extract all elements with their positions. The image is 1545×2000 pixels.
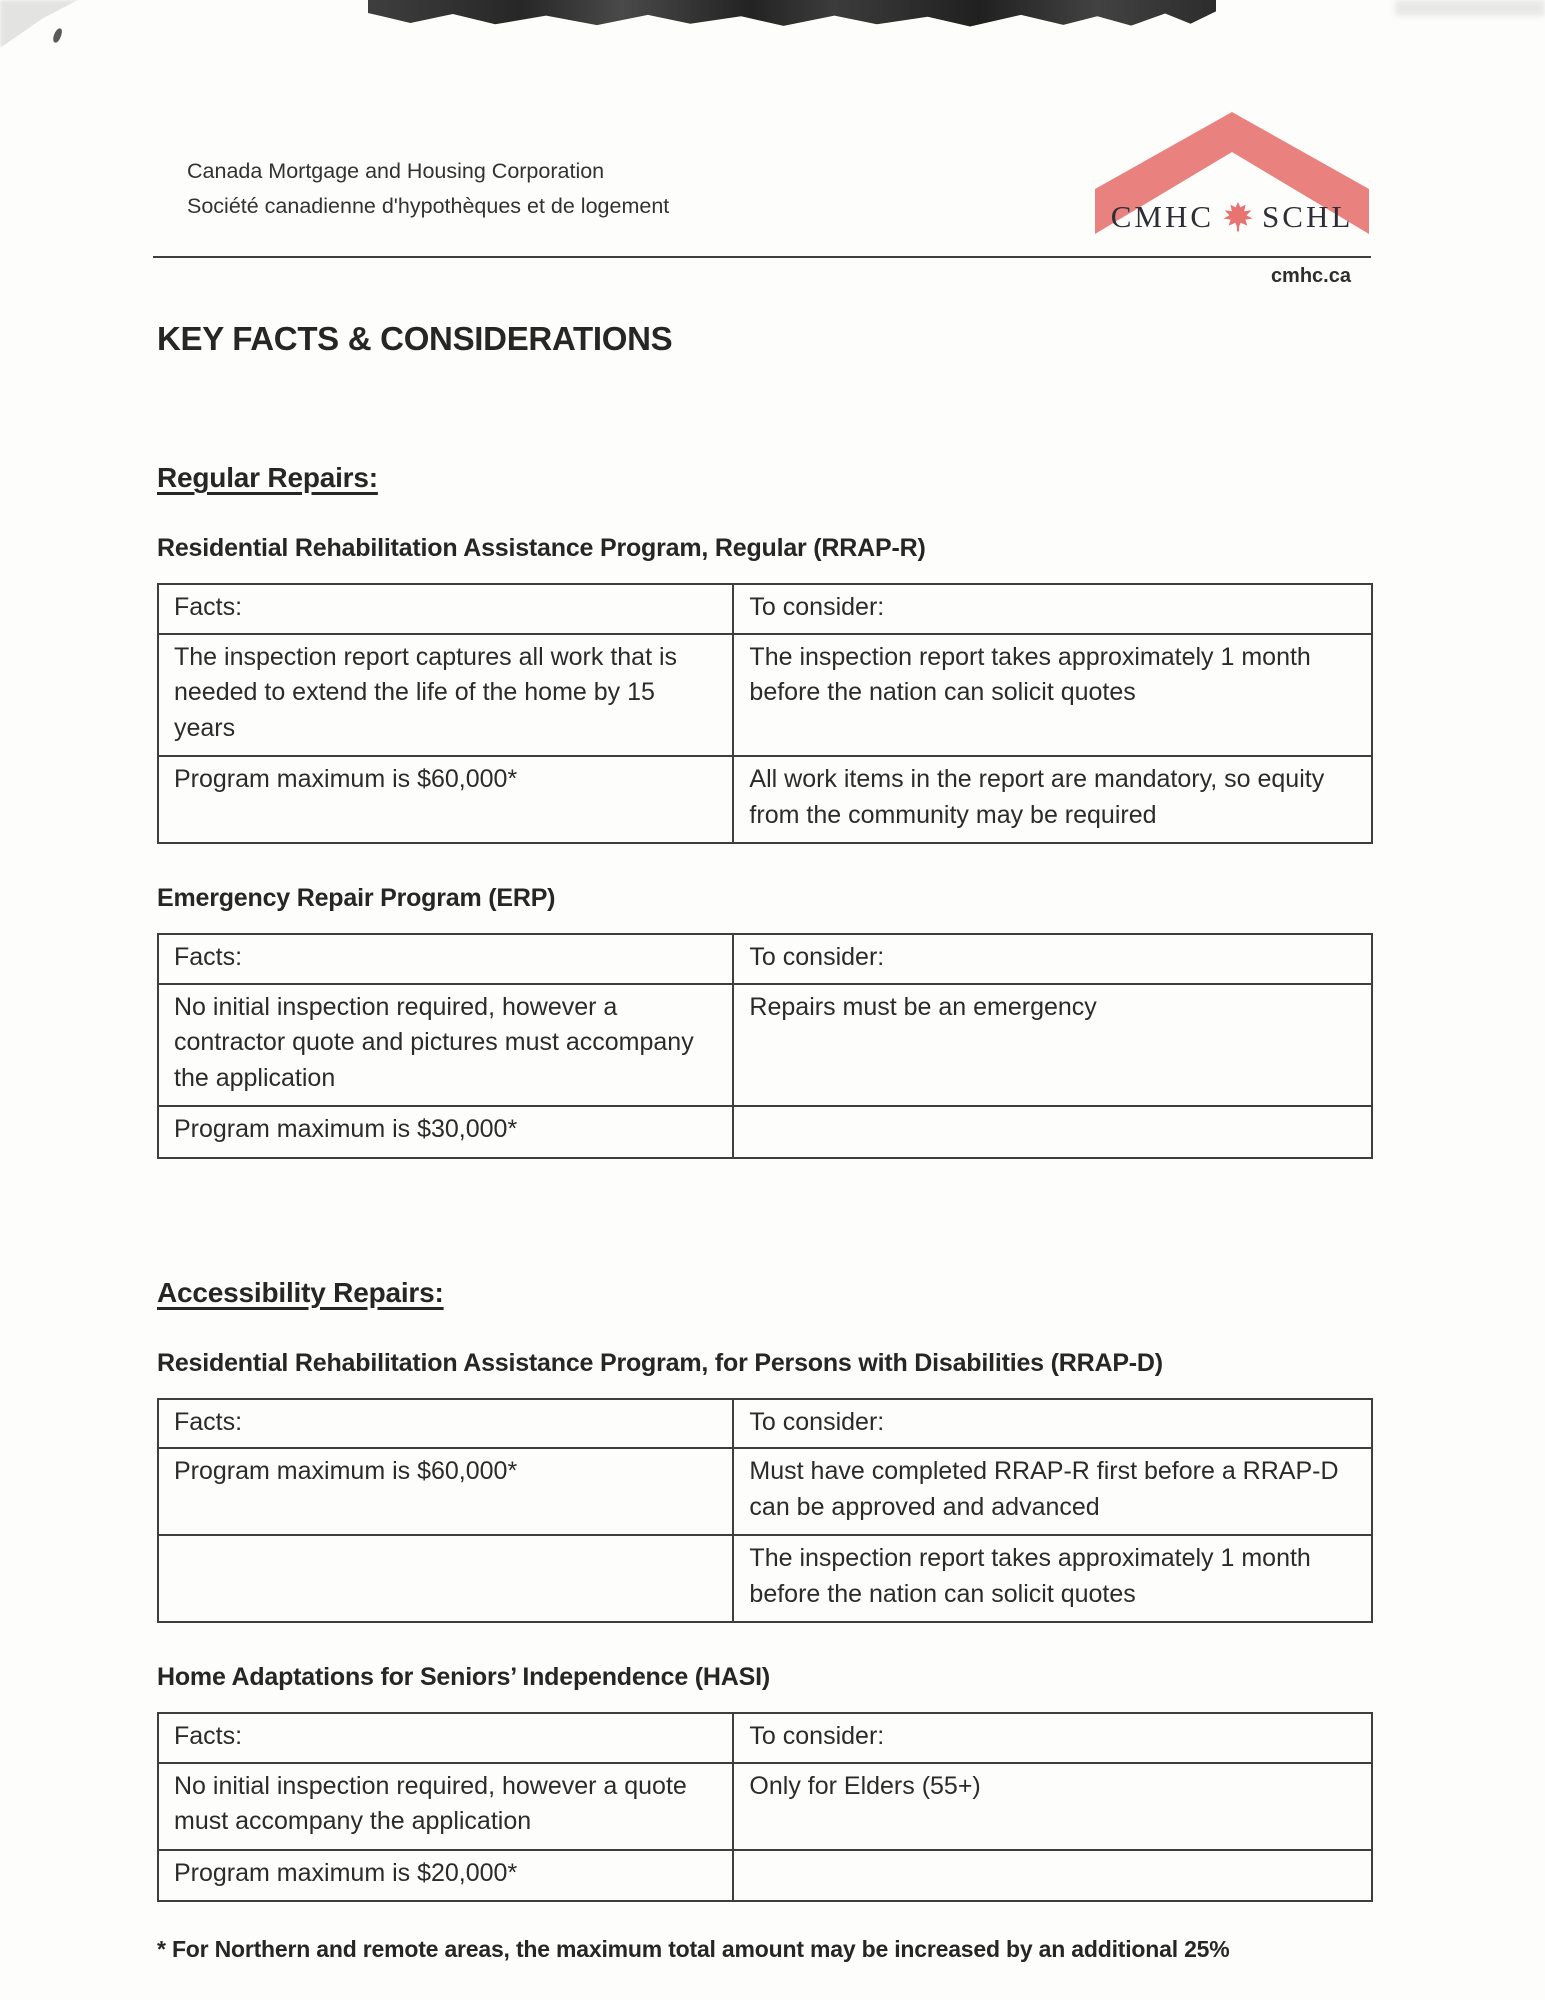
rrap-d-table [157, 1398, 1373, 1624]
header-divider [153, 256, 1371, 258]
table-row [158, 1535, 1372, 1622]
table-header-row [158, 934, 1372, 984]
fact-cell: Program maximum is $60,000* [158, 1448, 733, 1535]
consideration-cell [733, 1850, 1372, 1902]
table-row [158, 1448, 1372, 1535]
facts-column-header: Facts: [158, 934, 733, 984]
consideration-cell: Must have completed RRAP-R first before a RRAP-D can be approved and advanced [733, 1448, 1372, 1535]
rrap-r-table [157, 583, 1373, 844]
fact-cell: Program maximum is $20,000* [158, 1850, 733, 1902]
cmhc-logo [1093, 110, 1371, 234]
section-heading-accessibility-repairs: Accessibility Repairs: [157, 1276, 444, 1308]
scan-artifact-corner [0, 0, 78, 48]
fact-cell [158, 1535, 733, 1622]
table-row [158, 984, 1372, 1107]
org-name-english: Canada Mortgage and Housing Corporation [187, 159, 605, 183]
facts-column-header: Facts: [158, 584, 733, 634]
consideration-cell: Repairs must be an emergency [733, 984, 1372, 1107]
footnote: * For Northern and remote areas, the maximum total amount may be increased by an additional 25% [157, 1936, 1230, 1962]
fact-cell: No initial inspection required, however a quote must accompany the application [158, 1763, 733, 1850]
to-consider-column-header: To consider: [733, 934, 1372, 984]
scan-artifact-streak [1395, 0, 1545, 16]
to-consider-column-header: To consider: [733, 584, 1372, 634]
section-heading-regular-repairs: Regular Repairs: [157, 462, 378, 493]
fact-cell: Program maximum is $60,000* [158, 756, 733, 843]
fact-cell: Program maximum is $30,000* [158, 1106, 733, 1158]
table-row [158, 634, 1372, 757]
org-name-french: Société canadienne d'hypothèques et de logement [187, 193, 670, 218]
maple-leaf-icon [1223, 202, 1253, 232]
facts-column-header: Facts: [158, 1399, 733, 1449]
program-title-rrap-d: Residential Rehabilitation Assistance Program, for Persons with Disabilities (RRAP-D) [157, 1348, 1163, 1377]
program-title-rrap-r: Residential Rehabilitation Assistance Program, Regular (RRAP-R) [157, 534, 926, 562]
facts-column-header: Facts: [158, 1713, 733, 1763]
consideration-cell: Only for Elders (55+) [733, 1763, 1372, 1850]
fact-cell: The inspection report captures all work that is needed to extend the life of the home by 15 years [158, 634, 733, 757]
table-row [158, 756, 1372, 843]
fact-cell: No initial inspection required, however a contractor quote and pictures must accompany the application [158, 984, 733, 1107]
table-row [158, 1106, 1372, 1158]
program-title-hasi: Home Adaptations for Seniors’ Independence (HASI) [157, 1663, 770, 1691]
scan-artifact-speck [52, 27, 63, 43]
to-consider-column-header: To consider: [733, 1713, 1372, 1763]
table-row [158, 1850, 1372, 1902]
table-header-row [158, 584, 1372, 634]
table-header-row [158, 1399, 1372, 1449]
page-title: KEY FACTS & CONSIDERATIONS [157, 320, 673, 357]
hasi-table [157, 1712, 1373, 1902]
table-row [158, 1763, 1372, 1850]
consideration-cell: The inspection report takes approximately 1 month before the nation can solicit quotes [733, 1535, 1372, 1622]
website-url: cmhc.ca [1270, 265, 1351, 287]
table-header-row [158, 1713, 1372, 1763]
consideration-cell: The inspection report takes approximately 1 month before the nation can solicit quotes [733, 634, 1372, 757]
org-name-block [187, 154, 669, 224]
to-consider-column-header: To consider: [733, 1399, 1372, 1449]
program-title-erp: Emergency Repair Program (ERP) [157, 884, 556, 912]
logo-text-cmhc: CMHC [1110, 199, 1215, 234]
letterhead [157, 108, 1373, 234]
consideration-cell: All work items in the report are mandatory, so equity from the community may be required [733, 756, 1372, 843]
logo-text-schl: SCHL [1262, 199, 1354, 234]
erp-table [157, 933, 1373, 1159]
consideration-cell [733, 1106, 1372, 1158]
